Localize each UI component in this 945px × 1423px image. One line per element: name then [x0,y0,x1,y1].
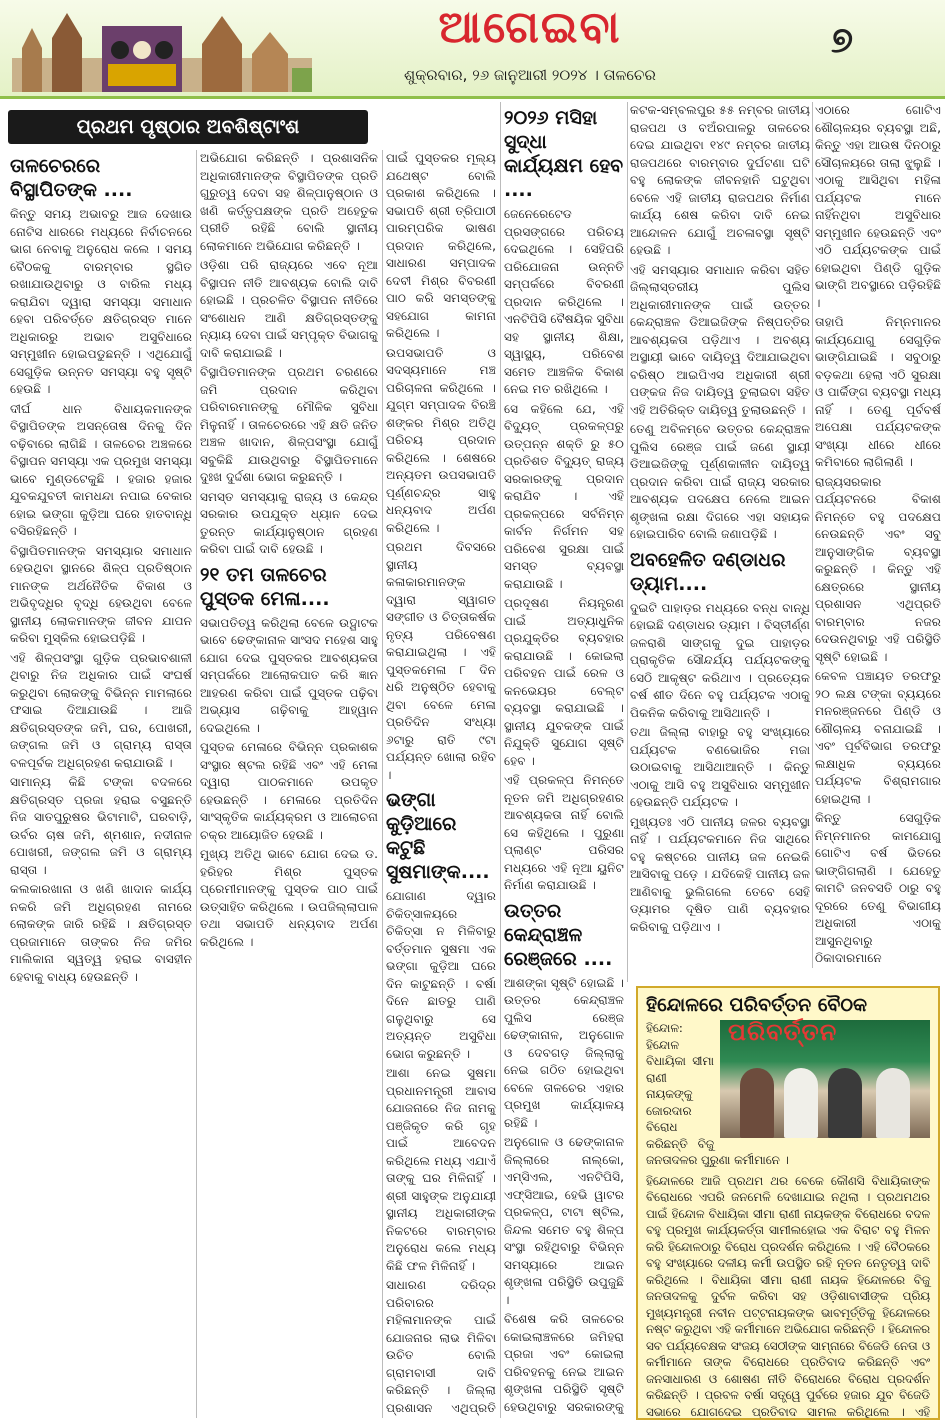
boxed-body: ହିନ୍ଦୋଳରେ ଆଜି ପ୍ରଥମ ଥର ବେକେ କୌଣସି ବିଧାୟିକାଙ୍କ ବିରୋଧରେ ଏପରି ଜନମେଳି ଦେଖାଯାଇ ନଥିଲା । ପ୍ରଥମଥର ପାଇଁ ହିନ୍ଦୋଳ ବିଧାୟିକା ସୀମା ରାଣୀ ନାୟକଙ୍କ ବିରୋଧରେ ବଦଳ ବହୁ ପ୍ରମୁଖ କାର୍ଯ୍ୟକର୍ତ୍ତା ସାମୀଲହୋଇ ଏକ ବିରାଟ ବହୁ ମିଳନ କରି ହିନ୍ଦୋଳଠାରୁ ବିରୋଧ ପ୍ରଦର୍ଶନ କରିଥିଲେ । ଏହି ବୈଠକରେ ବହୁ ସଂଖ୍ୟାରେ ଦଳୀୟ କର୍ମୀ ଉପସ୍ଥିତ ରହି ନୂତନ ନେତୃତ୍ୱ ଦାବି କରିଥିଲେ । ବିଧାୟିକା ସୀମା ରାଣୀ ନାୟକ ହିନ୍ଦୋଳରେ ବିଜୁ ଜନତାଦଳକୁ ଦୁର୍ବଳ କରିବା ସହ ଓଡ଼ିଶାବାସୀଙ୍କ ପ୍ରିୟ ମୁଖ୍ୟମନ୍ତ୍ରୀ ନବୀନ ପଟ୍ଟନାୟକଙ୍କ ଭାବମୂର୍ତ୍ତିକୁ ହିନ୍ଦୋଳରେ ନଷ୍ଟ କରୁଥିବା ଏହି କର୍ମୀମାନେ ଅଭିଯୋଗ କରିଛନ୍ତି । ହିନ୍ଦୋଳର ସବ ପର୍ଯ୍ୟବେକ୍ଷକ ସଂଜୟ ସେଠୀଙ୍କ ସାମ୍ନାରେ ବିଜେଡି ନେତା ଓ କର୍ମୀମାନେ ତାଙ୍କ ବିରୋଧରେ ପ୍ରତିବାଦ କରିଛନ୍ତି ଏବଂ ଜନସାଧାରଣ ଓ ଶୋଷଣ ନୀତି ବିରୋଧରେ ବିରୋଧ ପ୍ରଦର୍ଶନ କରିଛନ୍ତି । ପ୍ରବଳ ବର୍ଷା ସତ୍ତ୍ୱେ ପୁର୍ବରେ ହଜାର ଯୁବ ବିଜେଡି ସଭାରେ ଯୋଗଦେଇ ପ୍ରତିବାଦ ସାମଲ କରିଥିଲେ । ଏହି [646,1173,930,1419]
article-heading: ଉତ୍ତର କେନ୍ଦ୍ରାଞ୍ଚଳ ରେଞ୍ଜରେ .... [504,899,613,970]
paragraph: କିନ୍ତୁ ସେଗୁଡ଼ିକ ନିମ୍ନମାନର କାମଯୋଗୁ ଗୋଟିଏ ବର୍ଷ ଭିତରେ ଭାଙ୍ଗିଗଲାଣି । ଯେହେତୁ କାମଟି ଜନବସତି ଠାରୁ ବହୁ ଦୂରରେ ତେଣୁ ବିଭାଗୀୟ ଅଧିକାରୀ ଏଠାକୁ ଆସୁନଥିବାରୁ ଠିକାଦାରମାନେ [815,811,941,965]
paragraph: ଉପସଭାପତି ଓ ସଦସ୍ୟମାନେ ମଞ୍ଚ ପରିଚାଳନା କରିଥିଲେ । ଯୁଗ୍ମ ସମ୍ପାଦକ ବିରଞ୍ଚି ଶଙ୍କର ମିଶ୍ର ଅତିଥି ପରିଚୟ ପ୍ରଦାନ କରିଥିଲେ । ଶେଷରେ ଅନ୍ୟତମ ଉପସଭାପତି ପୂର୍ଣ୍ଣଚନ୍ଦ୍ର ସାହୁ ଧନ୍ୟବାଦ ଅର୍ପଣ କରିଥିଲେ । [386,345,496,535]
article-police-range [630,102,810,968]
paragraph: ଅନୁଗୋଳ ଓ ଢେଙ୍କାନାଳ ଜିଲ୍ଲାରେ ନାଲ୍କୋ, ଏମ୍ସିଏଲ, ଏନଟିପିସି, ଏଫ୍ସିଆଇ, ହେଭି ୱାଟର ପ୍ରକଳ୍ପ, ଟାଟା ଷ୍ଟିଲ, ଜିନ୍ଦଲ ସମେତ ବହୁ ଶିଳ୍ପ ସଂସ୍ଥା ରହିଥିବାରୁ ବିଭିନ୍ନ ସମସ୍ୟାରେ ଆଇନ ଶୃଙ୍ଖଳା ପରିସ୍ଥିତି ଉପୁଜୁଛି । [504,1135,624,1307]
meeting-photo [720,1020,930,1138]
paragraph: ତାହାପି ନିମ୍ନମାନର କାର୍ଯ୍ୟଯୋଗୁ ସେଗୁଡ଼ିକ ଭାଙ୍ଗିଯାଇଛି । ସବୁଠାରୁ ବଡ଼କଥା ହେଲା ଏଠି ସୁରକ୍ଷା ଓ ପାର୍କିଙ୍ଗ ବ୍ୟବସ୍ଥା ମଧ୍ୟ ନାହିଁ । ତେଣୁ ପୂର୍ବବର୍ଷ ଅପେକ୍ଷା ପର୍ଯ୍ୟଟକଙ୍କ ସଂଖ୍ୟା ଧୀରେ ଧୀରେ କମିବାରେ ଲାଗିଲାଣି । [815,315,941,469]
page-number: ୭ [830,20,854,61]
article-continuation [200,150,378,1418]
paragraph: ଆଶା ନେଇ ସୁଷମା ପ୍ରଧାନମନ୍ତ୍ରୀ ଆବାସ ଯୋଜନାରେ ନିଜ ନାମକୁ ପଞ୍ଜିକୃତ କରି ଗୃହ ପାଇଁ ଆବେଦନ କରିଥିଲେ ମଧ୍ୟ ଏଯାଏଁ ତାଙ୍କୁ ଘର ମିଳିନାହିଁ । ଶ୍ରୀ ସାହୁଙ୍କ ଅନୁଯାୟୀ ସ୍ଥାନୀୟ ଅଧିକାରୀଙ୍କ ନିକଟରେ ବାରମ୍ବାର ଅନୁରୋଧ କଲେ ମଧ୍ୟ କିଛି ଫଳ ମିଳିନାହିଁ । [386,1066,496,1273]
column-rule [627,102,628,982]
dateline: ଶୁକ୍ରବାର, ୨୬ ଜାନୁଆରୀ ୨୦୨୪ । ତାଳଚେର [404,66,656,84]
paragraph: କଲକାରଖାନା ଓ ଖଣି ଖାଦାନ କାର୍ଯ୍ୟ ନକରି ଜମି ଅଧିଗ୍ରହଣ ନାମରେ ଲୋକଙ୍କ ଜାରି ରହିଛି । କ୍ଷତିଗ୍ରସ୍ତ ପ୍ରଜାମାନେ ତାଙ୍କର ନିଜ ଜମିର ମାଲିକାନା ସ୍ୱତ୍ୱ ହରାଇ ବାସହୀନ ହେବାକୁ ବାଧ୍ୟ ହେଉଛନ୍ତି । [10,882,192,984]
newspaper-masthead: ଆଗେଇବା [438,2,622,53]
paragraph: କଟକ-ସମ୍ବଲପୁର ୫୫ ନମ୍ବର ଜାତୀୟ ରାଜପଥ ଓ ବଅଁରପାଳରୁ ତାଳଚେର ଦେଇ ଯାଇଥିବା ୧୪୯ ନମ୍ବର ଜାତୀୟ ରାଜପଥରେ ବାରମ୍ବାର ଦୁର୍ଘଟଣା ଘଟି ବହୁ ଲୋକଙ୍କ ଜୀବନହାନି ଘଟୁଥିବା ବେଳେ ଏହି ଜାତୀୟ ରାଜପଥର ନିର୍ମାଣ କାର୍ଯ୍ୟ ଶେଷ କରିବା ଦାବି ନେଇ ଆନ୍ଦୋଳନ ଯୋଗୁଁ ଅଚଳାବସ୍ଥା ସୃଷ୍ଟି ହେଉଛି । [630,103,810,257]
paragraph: ପ୍ରଥମ ଦିବସରେ ସ୍ଥାନୀୟ କଳାକାରମାନଙ୍କ ଦ୍ୱାରା ସ୍ୱାଗତ ସଙ୍ଗୀତ ଓ ଚିତ୍ତାକର୍ଷକ ନୃତ୍ୟ ପରିବେଷଣ କରାଯାଇଥିଲା । ଏହି ପୁସ୍ତକମେଳା ୮ ଦିନ ଧରି ଅନୁଷ୍ଠିତ ହେବାକୁ ଥିବା ବେଳେ ମେଳା ପ୍ରତିଦିନ ସଂଧ୍ୟା ୬ଟାରୁ ରାତି ୯ଟା ପର୍ଯ୍ୟନ୍ତ ଖୋଲା ରହିବ । [386,540,496,782]
paragraph: ଏହି ପ୍ରକଳ୍ପ ନିମନ୍ତେ ନୂତନ ଜମି ଅଧିଗ୍ରହଣର ଆବଶ୍ୟକତା ନାହିଁ ବୋଲି ସେ କହିଥିଲେ । ପୁରୁଣା ପ୍ଲାଣ୍ଟ ପରିସର ମଧ୍ୟରେ ଏହି ନୂଆ ୟୁନିଟ ନିର୍ମାଣ କରାଯାଉଛି । [504,773,624,892]
article-dam-continuation [815,102,941,968]
paragraph: ଆଶଙ୍କା ସୃଷ୍ଟି ହୋଇଛି । ଉତ୍ତର କେନ୍ଦ୍ରାଞ୍ଚଳ ପୁଲିସ ରେଞ୍ଜ ଢେଙ୍କାନାଳ, ଅନୁଗୋଳ ଓ ଦେବଗଡ଼ ଜିଲ୍ଲାକୁ ନେଇ ଗଠିତ ହୋଇଥିବା ବେଳେ ତାଳଚେର ଏହାର ପ୍ରମୁଖ କାର୍ଯ୍ୟାଳୟ ରହିଛି । [504,975,624,1130]
paragraph: ପ୍ରଦୂଷଣ ନିୟନ୍ତ୍ରଣ ପାଇଁ ଅତ୍ୟାଧୁନିକ ପ୍ରଯୁକ୍ତିର ବ୍ୟବହାର କରାଯାଉଛି । କୋଇଲା ପରିବହନ ପାଇଁ ରେଳ ଓ କନଭେୟର ବେଲ୍ଟ ବ୍ୟବସ୍ଥା କରାଯାଇଛି । ସ୍ଥାନୀୟ ଯୁବକଙ୍କ ପାଇଁ ନିଯୁକ୍ତି ସୁଯୋଗ ସୃଷ୍ଟି ହେବ । [504,596,624,768]
paragraph: ଏଠାରେ ଗୋଟିଏ ଶୌଚାଳୟର ବ୍ୟବସ୍ଥା ଅଛି, କିନ୍ତୁ ଏହା ଆଉଷ ଦିନଠାରୁ ସୌଚାଳୟରେ ତାଲା ଝୁଲୁଛି । ଏଠାକୁ ଆସିଥିବା ମହିଳା ପର୍ଯ୍ୟଟକ ମାନେ ନାହିଁନଥିବା ଅସୁବିଧାର ସମ୍ମୁଖୀନ ହେଉଛନ୍ତି ଏବଂ ଏଠି ପର୍ଯ୍ୟଟକଙ୍କ ପାଇଁ ହୋଇଥିବା ପିଣ୍ଡି ଗୁଡ଼ିକ ଭାଙ୍ଗି ଅବସ୍ଥାରେ ପଡ଼ିରହିଛି । [815,103,941,310]
article-power-plant [504,102,624,1418]
paragraph: ଦୁଇଟି ପାହାଡ଼ର ମଧ୍ୟରେ ବନ୍ଧ ବାନ୍ଧି ହୋଇଛି ଦଣ୍ଡାଧର ଡ୍ୟାମ । ବିସ୍ତୀର୍ଣ୍ଣ ଜଳରାଶି ସାଙ୍ଗକୁ ଦୁଇ ପାହାଡ଼ର ପ୍ରାକୃତିକ ସୌନ୍ଦର୍ଯ୍ୟ ପର୍ଯ୍ୟଟକଙ୍କୁ ସେଠି ଆକୃଷ୍ଟ କରିଥାଏ । ପ୍ରତ୍ୟେକ ବର୍ଷ ଶୀତ ଦିନେ ବହୁ ପର୍ଯ୍ୟଟକ ଏଠାକୁ ପିକନିକ କରିବାକୁ ଆସିଥାନ୍ତି । [630,600,810,720]
article-heading: ଭଙ୍ଗା କୁଡ଼ିଆରେ କଟୁଛି ସୁଷମାଙ୍କ.... [386,789,490,883]
paragraph: ସଭାପତିତ୍ୱ କରିଥିଲା ବେଳେ ଉଦ୍ଘାଟକ ଭାବେ ଢେଙ୍କାନାଳ ସାଂସଦ ମହେଶ ସାହୁ ଯୋଗ ଦେଇ ପୁସ୍ତକର ଆବଶ୍ୟକତା ସମ୍ପର୍କରେ ଆଲୋକପାତ କରି ଜ୍ଞାନ ଆହରଣ କରିବା ପାଇଁ ପୁସ୍ତକ ପଢ଼ିବା ଅଭ୍ୟାସ ଗଢ଼ିବାକୁ ଆହ୍ୱାନ ଦେଇଥିଲେ । [200,615,378,735]
person-figure [784,1068,818,1138]
paragraph: ପାଇଁ ପୁସ୍ତକର ମୂଲ୍ୟ ଯଥେଷ୍ଟ ବୋଲି ପ୍ରକାଶ କରିଥିଲେ । ସଭାପତି ଶ୍ରୀ ତ୍ରିପାଠୀ ପାରମ୍ପରିକ ଭାଷଣ ପ୍ରଦାନ କରିଥିଲେ, ସାଧାରଣ ସମ୍ପାଦକ ଦେବୀ ମିଶ୍ର ବିବରଣୀ ପାଠ କରି ସମସ୍ତଙ୍କୁ ସହଯୋଗ କାମନା କରିଥିଲେ । [386,151,496,340]
paragraph: ଏହି ଶିଳ୍ପସଂସ୍ଥା ଗୁଡ଼ିକ ପ୍ରଭାବଶାଳୀ ଥିବାରୁ ନିଜ ଅଧିକାର ପାଇଁ ସଂଘର୍ଷ କରୁଥିବା ଲୋକଙ୍କୁ ବିଭିନ୍ନ ମାମଲାରେ ଫସାଇ ଦିଆଯାଉଛି । ଆଜି କ୍ଷତିଗ୍ରସ୍ତଙ୍କ ଜମି, ଘର, ପୋଖରୀ, ଜଙ୍ଗଲ ଜମି ଓ ଗ୍ରାମ୍ୟ ରାସ୍ତା ବଳପୂର୍ବକ ଅଧିଗ୍ରହଣ କରାଯାଉଛି । [10,650,192,770]
column-rule [196,150,197,1418]
paragraph: ଦୀର୍ଘ ଧାନ ବିଧାୟକମାନଙ୍କ ବିସ୍ଥାପିତଙ୍କ ଅସନ୍ତୋଷ ଦିନକୁ ଦିନ ବଢ଼ିବାରେ ଲାଗିଛି । ତାଳଚେର ଅଞ୍ଚଳରେ ବିସ୍ଥାପନ ସମସ୍ୟା ଏକ ପ୍ରମୁଖ ସମସ୍ୟା ଭାବେ ମୁଣ୍ଡଟେକୁଛି । ହଜାର ହଜାର ଯୁବକଯୁବତୀ କାମଧନ୍ଦା ନପାଇ ବେକାର ହୋଇ ଭଙ୍ଗା କୁଡ଼ିଆ ଘରେ ହାତବାନ୍ଧି ବସିରହିଛନ୍ତି । [10,401,192,538]
paragraph: ଯୋଗାଣ ଦ୍ୱାର ଚିକିତ୍ସାଳୟରେ ଚିକିତ୍ସା ନ ମିଳିବାରୁ ବର୍ତ୍ତମାନ ସୁଷମା ଏକ ଭଙ୍ଗା କୁଡ଼ିଆ ଘରେ ଦିନ କାଟୁଛନ୍ତି । ବର୍ଷା ଦିନେ ଛାତରୁ ପାଣି ଗଳୁଥିବାରୁ ସେ ଅତ୍ୟନ୍ତ ଅସୁବିଧା ଭୋଗ କରୁଛନ୍ତି । [386,889,496,1061]
paragraph: ସାଧାରଣ ଦରିଦ୍ର ପରିବାରର ମହିଳାମାନଙ୍କ ପାଇଁ ଯୋଜନାର ଲାଭ ମିଳିବା ଉଚିତ ବୋଲି ଗ୍ରାମବାସୀ ଦାବି କରିଛନ୍ତି । ଜିଲ୍ଲା ପ୍ରଶାସନ ଏଥିପ୍ରତି [386,1278,496,1415]
paragraph: ଓଡ଼ିଶା ପରି ରାଜ୍ୟରେ ଏବେ ନୂଆ ବିସ୍ଥାପନ ନୀତି ଆବଶ୍ୟକ ବୋଲି ଦାବି ହୋଇଛି । ପ୍ରଚଳିତ ବିସ୍ଥାପନ ନୀତିରେ ସଂଶୋଧନ ଆଣି କ୍ଷତିଗ୍ରସ୍ତଙ୍କୁ ନ୍ୟାୟ ଦେବା ପାଇଁ ସମ୍ପୃକ୍ତ ବିଭାଗକୁ ଦାବି କରାଯାଇଛି । [200,258,378,360]
article-heading: ୨୧ ତମ ତାଳଚେର ପୁସ୍ତକ ମେଳା.... [200,563,330,610]
paragraph: ଏହି ସମସ୍ୟାର ସମାଧାନ କରିବା ସହିତ ଜିଲ୍ଲାସ୍ତରୀୟ ପୁଲିସ ଅଧିକାରୀମାନଙ୍କ ପାଇଁ ଉତ୍ତର କେନ୍ଦ୍ରାଞ୍ଚଳ ଡିଆଇଜିଙ୍କ ନିଷ୍ପତ୍ତିର ଆବଶ୍ୟକତା ପଡ଼ିଥାଏ । ଅବଶ୍ୟ ଅସ୍ଥାୟୀ ଭାବେ ଦାୟିତ୍ୱ ଦିଆଯାଇଥିବା ବରିଷ୍ଠ ଆଇପିଏସ ଅଧିକାରୀ ଶ୍ରୀ ପଙ୍କଜ ନିଜ ଦାୟିତ୍ୱ ତୁଲାଇବା ସହିତ ଏହି ଅତିରିକ୍ତ ଦାୟିତ୍ୱ ତୁଲାଉଛନ୍ତି । [630,262,810,417]
paragraph: କେବଳ ପଞ୍ଚାୟତ ତରଫରୁ ୨୦ ଲକ୍ଷ ଟଙ୍କା ବ୍ୟୟରେ ମନରଞ୍ଜନରେ ପିଣ୍ଡି ଓ ଶୌଚାଳୟ ବନାଯାଇଛି । ଏବଂ ପୂର୍ବବିଭାଗ ତରଫରୁ ଲକ୍ଷାଧିକ ବ୍ୟୟରେ ପର୍ଯ୍ୟଟକ ବିଶ୍ରାମଗାର ହୋଇଥିଲା । [815,669,941,806]
masthead-band [0,0,945,99]
article-heading: ତାଳଚେରରେ ବିସ୍ଥାପିତଙ୍କ .... [10,155,133,201]
article-heading: ୨୦୨୬ ମସିହା ସୁଦ୍ଧା କାର୍ଯ୍ୟକ୍ଷମ ହେବ .... [504,107,624,201]
paragraph: ସାମାନ୍ୟ କିଛି ଟଙ୍କା ବଦଳରେ କ୍ଷତିଗ୍ରସ୍ତ ପ୍ରଜା ହରାଇ ବସୁଛନ୍ତି ନିଜ ସାତପୁରୁଷର ଭିଟାମାଟି, ଘରବାଡ଼ି, ଉର୍ବର ଚାଷ ଜମି, ଶ୍ମଶାନ, ନଦୀନାଳ ପୋଖରୀ, ଜଙ୍ଗଲ ଜମି ଓ ଗ୍ରାମ୍ୟ ରାସ୍ତା । [10,775,192,877]
column-rule [382,150,383,1418]
paragraph: ଅଭିଯୋଗ କରିଛନ୍ତି । ପ୍ରଶାସନିକ ଅଧିକାରୀମାନଙ୍କ ବିସ୍ଥାପିତଙ୍କ ପ୍ରତି ଗୁରୁତ୍ୱ ଦେବା ସହ ଶିଳ୍ପାନୁଷ୍ଠାନ ଓ ଖଣି କର୍ତ୍ତୃପକ୍ଷଙ୍କ ପ୍ରତି ଅହେତୁକ ପ୍ରୀତି ରହିଛି ବୋଲି ସ୍ଥାନୀୟ ଲୋକମାନେ ଅଭିଯୋଗ କରିଛନ୍ତି । [200,151,378,253]
paragraph: ବିଶେଷ କରି ତାଳଚେର କୋଇଲାଞ୍ଚଳରେ ଜମିହରା ପ୍ରଜା ଏବଂ କୋଇଲା ପରିବହନକୁ ନେଇ ଆଇନ ଶୃଙ୍ଖଳା ପରିସ୍ଥିତି ସୃଷ୍ଟି ହେଉଥିବାରୁ ସରକାରଙ୍କୁ [504,1312,624,1414]
paragraph: ବିସ୍ଥାପିତମାନଙ୍କ ସମସ୍ୟାର ସମାଧାନ ହେଉଥିବା ସ୍ଥାନରେ ଶିଳ୍ପ ପ୍ରତିଷ୍ଠାନ ମାନଙ୍କ ଅର୍ଥନୈତିକ ବିକାଶ ଓ ଅଭିବୃଦ୍ଧିର ବୃଦ୍ଧି ହେଉଥିବା ବେଳେ ସ୍ଥାନୀୟ ଲୋକମାନଙ୍କ ଜୀବନ ଯାପନ କରିବା ମୁସ୍କିଲ ହୋଇପଡ଼ିଛି । [10,543,192,645]
boxed-lead: ହିନ୍ଦୋଳ: ହିନ୍ଦୋଳ ବିଧାୟିକା ସୀମା ରାଣୀ ନାୟକଙ୍କୁ ଜୋରଦାର ବିରୋଧ କରିଛନ୍ତି ବିଜୁ ଜନତାଦଳର ପୁରୁଣା କର୍ମୀମାନେ । [646,1021,789,1167]
paragraph: କିନ୍ତୁ ସମୟ ଅଭାବରୁ ଆଜ ଦେଖାଉ ନୋଟିସ ଧାରରେ ମଧ୍ୟରେ ନିର୍ବାଚନରେ ଭାଗ ନେବାକୁ ଅନୁରୋଧ କଲେ । ସମୟ ବୈଠକକୁ ବାରମ୍ବାର ସ୍ଥଗିତ ରଖାଯାଉଥିବାରୁ ଓ ବାରିଲ ମଧ୍ୟ କରାଯିବା ଦ୍ୱାରା ସମସ୍ୟା ସମାଧାନ ହେବା ପରିବର୍ତ୍ତେ କ୍ଷତିଗ୍ରସ୍ତ ମାନେ ଅଧିକାରରୁ ଅଭାବ ଅସୁବିଧାରେ ସମ୍ମୁଖୀନ ହୋଇପଡୁଛନ୍ତି । ଏଥିଯୋଗୁଁ ସେଗୁଡ଼ିକ ଉନ୍ନତ ସମସ୍ୟା ବହୁ ସୃଷ୍ଟି ହେଉଛି । [10,207,192,396]
paragraph: ରାଜ୍ୟସରକାର ପର୍ଯ୍ୟଟନରେ ବିକାଶ ନିମନ୍ତେ ବହୁ ପଦକ୍ଷେପ ନେଉଛନ୍ତି ଏବଂ ସବୁ ଆନୁସାଙ୍ଗିକ ବ୍ୟବସ୍ଥା କରୁଛନ୍ତି । କିନ୍ତୁ ଏହି କ୍ଷେତ୍ରରେ ସ୍ଥାନୀୟ ପ୍ରଶାସନ ଏଥିପ୍ରତି ବାରମ୍ବାର ନଜର ଦେଉନଥିବାରୁ ଏହି ପରିସ୍ଥିତି ସୃଷ୍ଟି ହୋଇଛି । [815,474,941,664]
boxed-article-title: ହିନ୍ଦୋଳରେ ପରିବର୍ତ୍ତନ ବୈଠକ [646,994,868,1016]
paragraph: ତଥା ଜିଲ୍ଲା ବାହାରୁ ବହୁ ସଂଖ୍ୟାରେ ପର୍ଯ୍ୟଟକ ବଣଭୋଜିର ମଜା ଉଠାଇବାକୁ ଆସିଥାଆନ୍ତି । କିନ୍ତୁ ଏଠାକୁ ଆସି ବହୁ ଅସୁବିଧାର ସମ୍ମୁଖୀନ ହେଉଛନ୍ତି ପର୍ଯ୍ୟଟକ । [630,725,810,809]
column-rule [812,102,813,968]
paragraph: ମୁଖ୍ୟ ଅତିଥି ଭାବେ ଯୋଗ ଦେଇ ଡ. ହରିହର ମିଶ୍ର ପୁସ୍ତକ ପ୍ରେମୀମାନଙ୍କୁ ପୁସ୍ତକ ପାଠ ପାଇଁ ଉତ୍ସାହିତ କରିଥିଲେ । ଉପଜିଲ୍ଲାପାଳ ତଥା ସଭାପତି ଧନ୍ୟବାଦ ଅର୍ପଣ କରିଥିଲେ । [200,847,378,949]
photo-banner-text: ପରିବର୍ତ୍ତନ [728,1018,838,1046]
person-figure [740,1068,774,1138]
person-figure [828,1068,862,1138]
column-rule [500,102,501,1418]
article-heading: ଅବହେଳିତ ଦଣ୍ଡାଧର ଡ୍ୟାମ.... [630,548,786,595]
person-figure [876,1068,910,1138]
paragraph: ବିସ୍ଥାପିତମାନଙ୍କ ପ୍ରଥମ ଚରଣରେ ଜମି ପ୍ରଦାନ କରିଥିବା ପରିବାରମାନଙ୍କୁ ମୌଳିକ ସୁବିଧା ମିଳୁନାହିଁ । ତାଳଚେରରେ ଏହି କ୍ଷତି ଜନିତ ଅଞ୍ଚଳ ଖାଦାନ, ଶିଳ୍ପସଂସ୍ଥା ଯୋଗୁଁ ସବୁକିଛି ଯାଉଥିବାରୁ ବିସ୍ଥାପିତମାନେ ଦୁଃଖ ଦୁର୍ଦ୍ଦଶା ଭୋଗ କରୁଛନ୍ତି । [200,365,378,484]
paragraph: ମୁଖ୍ୟତଃ ଏଠି ପାନୀୟ ଜଳର ବ୍ୟବସ୍ଥା ନାହିଁ । ପର୍ଯ୍ୟଟକମାନେ ନିଜ ସାଥିରେ ବହୁ କଷ୍ଟରେ ପାନୀୟ ଜଳ ନେଇକି ଆସିବାକୁ ପଡ଼େ । ଯଦିକେହି ପାନୀୟ ଜଳ ଆଣିବାକୁ ଭୁଲିଗଲେ ତେବେ ସେହି ଡ୍ୟାମର ଦୂଷିତ ପାଣି ବ୍ୟବହାର କରିବାକୁ ପଡ଼ିଥାଏ । [630,814,810,934]
paragraph: ସମସ୍ତ ସମସ୍ୟାକୁ ରାଜ୍ୟ ଓ କେନ୍ଦ୍ର ସରକାର ଉପଯୁକ୍ତ ଧ୍ୟାନ ଦେଇ ତୁରନ୍ତ କାର୍ଯ୍ୟାନୁଷ୍ଠାନ ଗ୍ରହଣ କରିବା ପାଇଁ ଦାବି ହେଉଛି । [200,489,378,556]
paragraph: ସେ କହିଲେ ଯେ, ଏହି ବିଦ୍ୟୁତ୍ ପ୍ରକଳ୍ପରୁ ଉତ୍ପନ୍ନ ଶକ୍ତି ରୁ ୫୦ ପ୍ରତିଶତ ବିଦ୍ୟୁତ୍ ରାଜ୍ୟ ସରକାରଙ୍କୁ ପ୍ରଦାନ କରାଯିବ । ଏହି ପ୍ରକଳ୍ପରେ ସର୍ବନିମ୍ନ କାର୍ବନ ନିର୍ଗମନ ସହ ପରିବେଶ ସୁରକ୍ଷା ପାଇଁ ସମସ୍ତ ବ୍ୟବସ୍ଥା କରାଯାଉଛି । [504,401,624,591]
temple-collage-image [12,8,312,92]
boxed-article-meeting [636,986,940,1420]
paragraph: ତେଣୁ ଅବିଳମ୍ବେ ଉତ୍ତର କେନ୍ଦ୍ରାଞ୍ଚଳ ପୁଲିସ ରେଞ୍ଜ ପାଇଁ ଜଣେ ସ୍ଥାୟୀ ଡିଆଇଜିଙ୍କୁ ପୂର୍ଣ୍ଣକାଳୀନ ଦାୟିତ୍ୱ ପ୍ରଦାନ କରିବା ପାଇଁ ରାଜ୍ୟ ସରକାର ଆବଶ୍ୟକ ପଦକ୍ଷେପ ନେଲେ ଆଇନ ଶୃଙ୍ଖଳା ରକ୍ଷା ଦିଗରେ ଏହା ସହାୟକ ହୋଇପାରିବ ବୋଲି ଜଣାପଡ଼ିଛି । [630,422,810,541]
paragraph: ଜେନେରେଟେଡ ପ୍ରସଙ୍ଗରେ ପରିଚୟ ଦେଇଥିଲେ । ସେହିପରି ପରିଯୋଜନା ଉନ୍ନତି ସମ୍ପର୍କରେ ବିବରଣୀ ପ୍ରଦାନ କରିଥିଲେ । ଏନଟିପିସି ବୈଷୟିକ ସୁବିଧା ସହ ସ୍ଥାନୀୟ ଶିକ୍ଷା, ସ୍ୱାସ୍ଥ୍ୟ, ପରିବେଶ ସମେତ ଆଞ୍ଚଳିକ ବିକାଶ ନେଇ ମତ ରଖିଥିଲେ । [504,207,624,396]
article-book-fair [386,150,496,1418]
article-displacement [10,150,192,1418]
paragraph: ପୁସ୍ତକ ମେଳାରେ ବିଭିନ୍ନ ପ୍ରକାଶକ ସଂସ୍ଥାର ଷ୍ଟଲ ରହିଛି ଏବଂ ଏହି ମେଳା ଦ୍ୱାରା ପାଠକମାନେ ଉପକୃତ ହେଉଛନ୍ତି । ମେଳାରେ ପ୍ରତିଦିନ ସାଂସ୍କୃତିକ କାର୍ଯ୍ୟକ୍ରମ ଓ ଆଲୋଚନା ଚକ୍ର ଆୟୋଜିତ ହେଉଛି । [200,740,378,842]
section-banner: ପ୍ରଥମ ପୃଷ୍ଠାର ଅବଶିଷ୍ଟାଂଶ [8,110,368,144]
